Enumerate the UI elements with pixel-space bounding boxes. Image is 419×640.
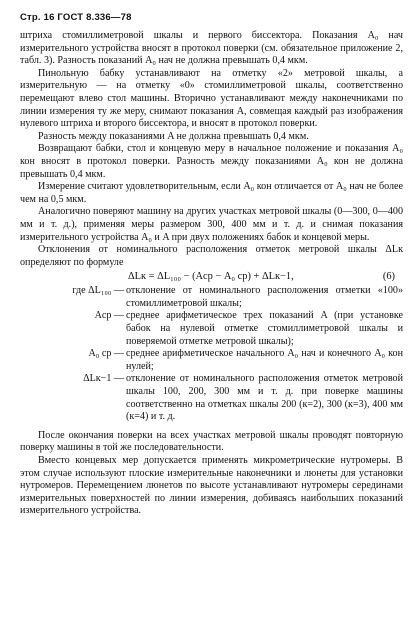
definitions-list xyxy=(20,285,403,424)
definition-term xyxy=(20,285,124,310)
paragraph-4: Возвращают бабки, стол и концевую меру в начальное положение и показания A₀ кон вносят в протокол поверки. Разность между показаниями A₀ кон не должна превышать 0,4 мкм. xyxy=(20,143,403,180)
definition-item xyxy=(20,348,403,373)
definition-item xyxy=(20,310,403,348)
definition-term: Aср — xyxy=(94,310,124,322)
formula-number: (6) xyxy=(382,271,395,283)
formula-expression: ΔLк = ΔL₁₀₀ − (Aср − A₀ ср) + ΔLк−1, xyxy=(128,271,294,283)
closing-paragraph-2: Вместо концевых мер допускается применять микрометрические нутромеры. В этом случае используют плоские измерительные наконечники и люнеты для установки нутромеров. Перемещением люнетов по высоте устанавливают нутромеры серединами измерительных поверхностей по линии измерения, добиваясь наибольших показаний измерительного устройства. xyxy=(20,455,403,517)
paragraph-3: Разность между показаниями A не должна превышать 0,4 мкм. xyxy=(38,130,309,142)
definition-term: A₀ ср — xyxy=(88,348,124,360)
definition-text: среднее арифметическое трех показаний A (при установке бабок на нулевой отметке стомиллиметровой шкалы и поверяемой отметке метровой шкалы); xyxy=(126,310,403,347)
paragraph-5: Измерение считают удовлетворительным, если A₀ кон отличается от A₀ нач не более чем на 0,5 мкм. xyxy=(20,181,403,205)
closing-paragraph-1: После окончания поверки на всех участках метровой шкалы проводят повторную поверку машины в той же последовательности. xyxy=(20,429,403,454)
formula-6 xyxy=(20,269,403,285)
paragraph-7: Отклонения от номинального расположения отметок метровой шкалы ΔLк определяют по формуле xyxy=(20,244,403,268)
definition-item xyxy=(20,373,403,423)
definition-text: отклонение от номинального расположения отметки «100» стомиллиметровой шкалы; xyxy=(126,285,403,309)
where-label: где xyxy=(72,285,86,297)
definition-text: отклонение от номинального расположения отметок метровой шкалы 100, 200, 300 мм и т. д. при поверке машины соответственно на отметках шкалы 200 (к=2), 300 (к=3), 400 мм (к=4) и т. д. xyxy=(126,373,403,423)
paragraph-6: Аналогично поверяют машину на других участках метровой шкалы (0—300, 0—400 мм и т. д.), применяя меры размером 300, 400 мм и т. д. и снимая показания измерительного устройства A₀ и A при двух положениях бабок и концевой меры. xyxy=(20,206,403,243)
definition-text: среднее арифметическое начального A₀ нач и конечного A₀ кон нулей; xyxy=(126,348,403,372)
definition-term-text: ΔL₁₀₀ — xyxy=(88,285,124,297)
page-header: Стр. 16 ГОСТ 8.336—78 xyxy=(20,12,132,23)
definition-term: ΔLк−1 — xyxy=(83,373,124,385)
definition-item xyxy=(20,285,403,310)
paragraph-1: штриха стомиллиметровой шкалы и первого биссектора. Показания A₀ нач измерительного устройства вносят в протокол поверки (см. обязательное приложение 2, табл. 3). Разность показаний A₀ нач не должна превышать 0,4 мкм. xyxy=(20,30,403,67)
paragraph-2: Пинольную бабку устанавливают на отметку «2» метровой шкалы, а измерительную — на отметку «0» стомиллиметровой шкалы, соответственно перемещают влево стол машины. Вторично устанавливают между наконечниками по линии измерения ту же меру, снимают показания A, совмещая каждый раз изображения нулевого штриха и второго биссектора, и вносят в протокол поверки. xyxy=(20,67,403,130)
